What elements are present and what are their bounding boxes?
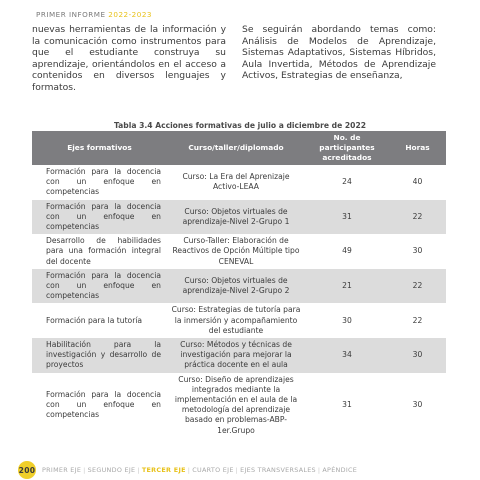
page-footer <box>18 461 357 479</box>
cell-curso: Curso: Objetos virtuales de aprendizaje-Nivel 2-Grupo 2 <box>167 269 305 304</box>
table-body <box>32 165 446 438</box>
cell-eje: Habilitación para la investigación y desarrollo de proyectos <box>32 338 167 373</box>
nav-separator: | <box>235 466 239 474</box>
cell-participantes: 24 <box>305 165 389 200</box>
header-horas: Horas <box>389 131 446 165</box>
section-nav <box>42 466 357 474</box>
nav-item[interactable]: PRIMER EJE <box>42 466 82 474</box>
table-header-row <box>32 131 446 165</box>
nav-separator: | <box>83 466 86 474</box>
cell-participantes: 21 <box>305 269 389 304</box>
table-row <box>32 165 446 200</box>
header-ejes: Ejes formativos <box>32 131 167 165</box>
nav-separator: | <box>317 466 321 474</box>
cell-eje: Desarrollo de habilidades para una formación integral del docente <box>32 234 167 269</box>
cell-curso: Curso: Diseño de aprendizajes integrados mediante la implementación en el aula de la metodología del aprendizaje basado en problemas-ABP-1er.Grupo <box>167 373 305 438</box>
cell-horas: 22 <box>389 303 446 338</box>
header-participantes: No. de participantes acreditados <box>305 131 389 165</box>
training-actions-table <box>32 131 446 438</box>
cell-horas: 30 <box>389 234 446 269</box>
cell-horas: 22 <box>389 269 446 304</box>
nav-item[interactable]: APÉNDICE <box>322 466 358 474</box>
table-row <box>32 269 446 304</box>
page-number: 200 <box>18 461 36 479</box>
cell-eje: Formación para la tutoría <box>32 303 167 338</box>
cell-participantes: 49 <box>305 234 389 269</box>
header-curso: Curso/taller/diplomado <box>167 131 305 165</box>
table-row <box>32 200 446 235</box>
nav-item[interactable]: SEGUNDO EJE <box>87 466 136 474</box>
cell-participantes: 34 <box>305 338 389 373</box>
nav-item[interactable]: TERCER EJE <box>141 466 186 474</box>
cell-horas: 40 <box>389 165 446 200</box>
cell-curso: Curso: Estrategias de tutoría para la inmersión y acompañamiento del estudiante <box>167 303 305 338</box>
table-row <box>32 234 446 269</box>
header-years: 2022-2023 <box>108 10 152 19</box>
table-caption: Tabla 3.4 Acciones formativas de julio a diciembre de 2022 <box>113 121 367 130</box>
cell-eje: Formación para la docencia con un enfoque en competencias <box>32 373 167 438</box>
cell-eje: Formación para la docencia con un enfoque en competencias <box>32 165 167 200</box>
running-header <box>36 10 152 19</box>
cell-eje: Formación para la docencia con un enfoque en competencias <box>32 200 167 235</box>
cell-participantes: 31 <box>305 373 389 438</box>
nav-item[interactable]: EJES TRANSVERSALES <box>240 466 316 474</box>
table-row <box>32 338 446 373</box>
cell-horas: 30 <box>389 338 446 373</box>
cell-participantes: 31 <box>305 200 389 235</box>
cell-curso: Curso-Taller: Elaboración de Reactivos de Opción Múltiple tipo CENEVAL <box>167 234 305 269</box>
table-row <box>32 373 446 438</box>
cell-participantes: 30 <box>305 303 389 338</box>
nav-separator: | <box>137 466 140 474</box>
cell-curso: Curso: Objetos virtuales de aprendizaje-Nivel 2-Grupo 1 <box>167 200 305 235</box>
table-row <box>32 303 446 338</box>
nav-item[interactable]: CUARTO EJE <box>192 466 234 474</box>
body-text-left-column: nuevas herramientas de la información y la comunicación como instrumentos para que el estudiante construya su aprendizaje, orientándolos en el acceso a contenidos en diversos lenguajes y formatos. <box>32 24 226 93</box>
cell-horas: 30 <box>389 373 446 438</box>
nav-separator: | <box>187 466 191 474</box>
cell-curso: Curso: Métodos y técnicas de investigación para mejorar la práctica docente en el aula <box>167 338 305 373</box>
cell-eje: Formación para la docencia con un enfoque en competencias <box>32 269 167 304</box>
header-title: PRIMER INFORME <box>36 10 106 19</box>
cell-curso: Curso: La Era del Aprenizaje Activo-LEAA <box>167 165 305 200</box>
body-text-right-column: Se seguirán abordando temas como: Análisis de Modelos de Aprendizaje, Sistemas Adaptativos, Sistemas Híbridos, Aula Invertida, Métodos de Aprendizaje Activos, Estrategias de enseñanza, <box>242 24 436 82</box>
cell-horas: 22 <box>389 200 446 235</box>
